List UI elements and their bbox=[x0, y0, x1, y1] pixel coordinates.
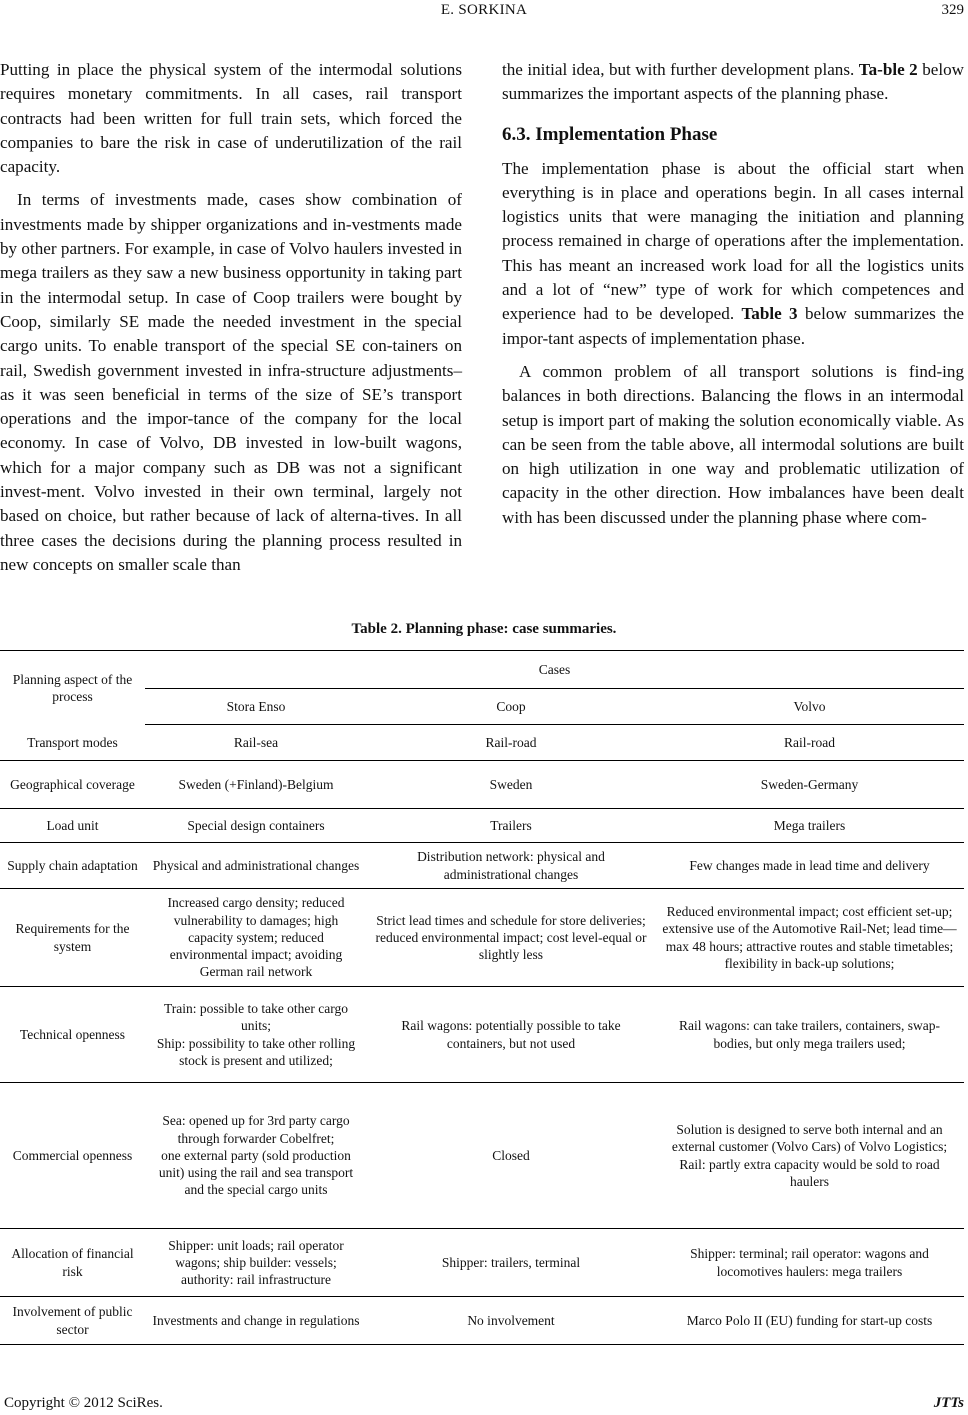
page-footer bbox=[0, 1395, 968, 1415]
cases-header: Cases bbox=[145, 651, 964, 689]
table-cell: Shipper: trailers, terminal bbox=[367, 1229, 655, 1297]
table-cell: Rail-road bbox=[655, 725, 964, 761]
table-row bbox=[0, 987, 964, 1083]
left-column bbox=[0, 58, 462, 577]
page-number: 329 bbox=[941, 2, 964, 18]
table-cell: Shipper: unit loads; rail operator wagons; ship builder: vessels; authority: rail infrastructure bbox=[145, 1229, 367, 1297]
table-2-reference: Ta-ble 2 bbox=[858, 60, 918, 79]
table-cell: Marco Polo II (EU) funding for start-up costs bbox=[655, 1297, 964, 1345]
table-cell: Rail wagons: can take trailers, containers, swap-bodies, but only mega trailers used; bbox=[655, 987, 964, 1083]
row-aspect: Requirements for the system bbox=[0, 889, 145, 987]
journal-name: JTTs bbox=[933, 1395, 964, 1411]
table-cell: Strict lead times and schedule for store deliveries; reduced environmental impact; cost level-equal or slightly less bbox=[367, 889, 655, 987]
right-paragraph-2 bbox=[502, 157, 964, 351]
row-aspect: Geographical coverage bbox=[0, 761, 145, 809]
column-header: Stora Enso bbox=[145, 689, 367, 725]
table-cell: Physical and administrational changes bbox=[145, 843, 367, 889]
table-3-reference: Table 3 bbox=[741, 304, 798, 324]
table-cell: Sweden-Germany bbox=[655, 761, 964, 809]
table-cell: Closed bbox=[367, 1083, 655, 1229]
row-aspect: Load unit bbox=[0, 809, 145, 843]
planning-phase-table bbox=[0, 650, 964, 1345]
table-cell: Mega trailers bbox=[655, 809, 964, 843]
text-run: the initial idea, but with further development plans. bbox=[502, 60, 855, 79]
right-paragraph-1 bbox=[502, 58, 964, 107]
table-row bbox=[0, 889, 964, 987]
table-cell: Reduced environmental impact; cost efficient set-up; extensive use of the Automotive Rail-Net; lead time—max 48 hours; attractive routes and stable timetables; flexibility in back-up solutions; bbox=[655, 889, 964, 987]
left-paragraph-2: In terms of investments made, cases show combination of investments made by shipper organizations and in-vestments made by other partners. For example, in case of Volvo haulers invested in mega trailers as they saw a new business opportunity in taking part in the intermodal setup. In case of Coop trailers were bought by Coop, similarly SE made the needed investment in the special cargo units. To enable transport of the special SE con-tainers on rail, Swedish government invested in infra-structure adjustments–as it was seen beneficial in terms of the size of SE’s transport operations and the impor-tance of the company for the local economy. In case of Volvo, DB invested in low-built wagons, which for a major company such as DB was not a significant invest-ment. Volvo invested in their own terminal, largely not based on choice, but rather because of lack of alterna-tives. In all three cases the decisions during the planning process resulted in new concepts on smaller scale than bbox=[0, 190, 462, 574]
row-aspect: Technical openness bbox=[0, 987, 145, 1083]
table-cell: Rail-sea bbox=[145, 725, 367, 761]
table-cell: Train: possible to take other cargo units; Ship: possibility to take other rolling stock is present and utilized; bbox=[145, 987, 367, 1083]
table-row bbox=[0, 809, 964, 843]
table-cell: No involvement bbox=[367, 1297, 655, 1345]
table-row bbox=[0, 1297, 964, 1345]
page-header bbox=[0, 0, 968, 24]
right-paragraph-3: A common problem of all transport solutions is find-ing balances in both directions. Balancing the flows in an intermodal setup is import part of making the solution economically viable. As can be seen from the table above, all intermodal solutions are built on high utilization in one way and problematic utilization of capacity in the other direction. How imbalances have been dealt with has been discussed under the planning phase where com- bbox=[502, 361, 964, 527]
table-caption: Table 2. Planning phase: case summaries. bbox=[351, 621, 617, 637]
table-row bbox=[0, 1083, 964, 1229]
table-cell: Rail wagons: potentially possible to take containers, but not used bbox=[367, 987, 655, 1083]
table-cell: Few changes made in lead time and delivery bbox=[655, 843, 964, 889]
right-column bbox=[502, 58, 964, 530]
row-aspect: Commercial openness bbox=[0, 1083, 145, 1229]
section-heading: 6.3. Implementation Phase bbox=[502, 123, 718, 145]
row-aspect: Supply chain adaptation bbox=[0, 843, 145, 889]
table-row bbox=[0, 725, 964, 761]
copyright: Copyright © 2012 SciRes. bbox=[4, 1395, 163, 1411]
row-aspect: Transport modes bbox=[0, 725, 145, 761]
row-header-label: Planning aspect of the process bbox=[0, 651, 145, 725]
table-cell: Distribution network: physical and administrational changes bbox=[367, 843, 655, 889]
column-header: Volvo bbox=[655, 689, 964, 725]
table-cell: Sweden bbox=[367, 761, 655, 809]
table-cell: Solution is designed to serve both internal and an external customer (Volvo Cars) of Volvo Logistics; Rail: partly extra capacity would be sold to road haulers bbox=[655, 1083, 964, 1229]
table-cell: Sea: opened up for 3rd party cargo through forwarder Cobelfret; one external party (sold production unit) using the rail and sea transport and the special cargo units bbox=[145, 1083, 367, 1229]
table-cell: Shipper: terminal; rail operator: wagons and locomotives haulers: mega trailers bbox=[655, 1229, 964, 1297]
table-cell: Rail-road bbox=[367, 725, 655, 761]
left-paragraph-1: Putting in place the physical system of the intermodal solutions requires monetary commitments. In all cases, rail transport contracts had been written for full train sets, which forced the companies to bare the risk in case of underutilization of the rail capacity. bbox=[0, 60, 462, 177]
table-cell: Trailers bbox=[367, 809, 655, 843]
text-run: below summarizes the important aspects of the planning phase. bbox=[502, 60, 964, 104]
text-run: The implementation phase is about the official start when everything is in place and operations begin. In all cases internal logistics units that were managing the initiation and planning process remained in charge of operations after the implementation. This has meant an increased work load for all the logistics units and a lot of “new” type of work for which competences and experience had to be developed. bbox=[502, 158, 964, 324]
text-run: below summarizes the impor-tant aspects of implementation phase. bbox=[502, 304, 965, 348]
table-cell: Special design containers bbox=[145, 809, 367, 843]
column-header: Coop bbox=[367, 689, 655, 725]
table-row bbox=[0, 843, 964, 889]
table-header-row bbox=[0, 651, 964, 689]
table-cell: Sweden (+Finland)-Belgium bbox=[145, 761, 367, 809]
running-head-author: E. SORKINA bbox=[440, 2, 528, 18]
row-aspect: Allocation of financial risk bbox=[0, 1229, 145, 1297]
table-cell: Investments and change in regulations bbox=[145, 1297, 367, 1345]
table-row bbox=[0, 1229, 964, 1297]
column-header-row bbox=[0, 689, 964, 725]
table-cell: Increased cargo density; reduced vulnerability to damages; high capacity system; reduced environmental impact; avoiding German rail network bbox=[145, 889, 367, 987]
table-row bbox=[0, 761, 964, 809]
row-aspect: Involvement of public sector bbox=[0, 1297, 145, 1345]
